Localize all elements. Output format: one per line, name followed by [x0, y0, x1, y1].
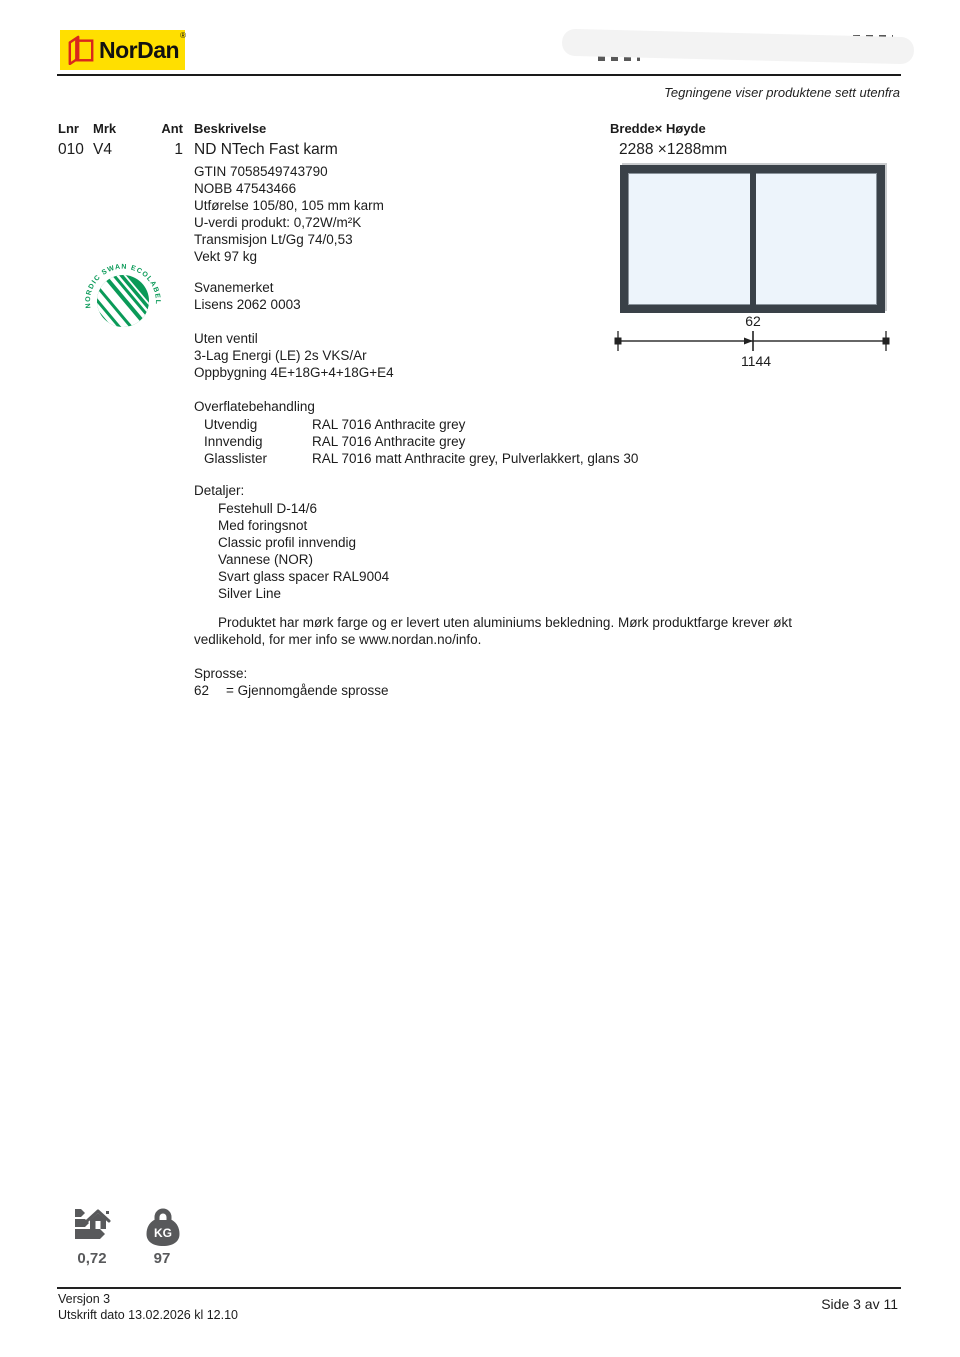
row-lnr: 010 — [58, 141, 84, 158]
ecolabel-license: Lisens 2062 0003 — [194, 297, 301, 312]
list-item: Silver Line — [218, 586, 282, 601]
glazing-buildup: Oppbygning 4E+18G+4+18G+E4 — [194, 365, 394, 380]
surface-value: RAL 7016 Anthracite grey — [312, 417, 466, 432]
surface-label: Utvendig — [204, 417, 258, 432]
surface-label: Glasslister — [204, 451, 268, 466]
surface-row — [204, 433, 638, 450]
glazing-energy: 3-Lag Energi (LE) 2s VKS/Ar — [194, 348, 367, 363]
detail-utforelse: Utførelse 105/80, 105 mm karm — [194, 198, 384, 213]
footer-page-number: Side 3 av 11 — [821, 1296, 898, 1312]
uvalue-badge: 0,72 — [77, 1250, 107, 1267]
list-item: Classic profil innvendig — [218, 535, 357, 550]
dimension-annotation — [608, 313, 900, 373]
dimension-half-width: 1144 — [740, 353, 772, 369]
window-icon — [67, 35, 95, 65]
ecolabel-text — [194, 279, 301, 313]
weight-badge: 97 — [153, 1250, 171, 1267]
surface-row — [204, 416, 638, 433]
nordic-swan-ecolabel-icon — [84, 256, 162, 334]
dark-color-note: Produktet har mørk farge og er levert uten aluminiums bekledning. Mørk produktfarge krever økt vedlikehold, for mer info se www.nordan.no/info. — [194, 615, 792, 647]
detail-uverdi: U-verdi produkt: 0,72W/m²K — [194, 215, 362, 230]
ecolabel-arc-text: NORDIC SWAN ECOLABEL — [84, 263, 162, 309]
window-mullion — [750, 173, 756, 305]
logo-text: NorDan® — [99, 30, 186, 63]
footer-version: Versjon 3 — [58, 1292, 111, 1306]
detail-vekt: Vekt 97 kg — [194, 249, 258, 264]
surface-table — [204, 416, 638, 467]
sprosse-description: = Gjennomgående sprosse — [226, 683, 389, 698]
list-item: Svart glass spacer RAL9004 — [218, 569, 390, 584]
row-mrk: V4 — [93, 141, 112, 158]
dimension-sprosse-width: 62 — [745, 313, 761, 329]
drawing-note: Tegningene viser produktene sett utenfra — [664, 85, 900, 100]
product-details — [194, 163, 384, 265]
surface-value: RAL 7016 Anthracite grey — [312, 434, 466, 449]
detail-nobb: NOBB 47543466 — [194, 181, 297, 196]
surface-label: Innvendig — [204, 434, 263, 449]
surface-value: RAL 7016 matt Anthracite grey, Pulverlakkert, glans 30 — [312, 451, 639, 466]
row-ant: 1 — [174, 141, 183, 158]
energy-house-icon — [72, 1206, 114, 1248]
product-dimensions: 2288 ×1288mm — [619, 141, 728, 158]
detail-gtin: GTIN 7058549743790 — [194, 164, 328, 179]
col-header-mrk: Mrk — [93, 121, 117, 136]
window-drawing — [620, 165, 885, 313]
col-header-beskrivelse: Beskrivelse — [194, 121, 267, 136]
details-list — [218, 500, 389, 602]
ecolabel-name: Svanemerket — [194, 280, 274, 295]
sprosse-code: 62 — [194, 683, 210, 698]
surface-row — [204, 450, 638, 467]
surface-section-title: Overflatebehandling — [194, 399, 315, 414]
details-section-title: Detaljer: — [194, 483, 245, 498]
list-item: Festehull D-14/6 — [218, 501, 318, 516]
glazing-ventil: Uten ventil — [194, 331, 258, 346]
weight-kg-icon — [144, 1206, 182, 1248]
col-header-ant: Ant — [161, 121, 183, 136]
glazing-info — [194, 330, 394, 381]
col-header-dims: Bredde× Høyde — [610, 121, 706, 136]
footer-divider — [57, 1287, 901, 1289]
col-header-lnr: Lnr — [58, 121, 79, 136]
footer-print-date: Utskrift dato 13.02.2026 kl 12.10 — [58, 1308, 238, 1322]
list-item: Vannese (NOR) — [218, 552, 314, 567]
product-title: ND NTech Fast karm — [194, 141, 338, 158]
nordan-logo — [60, 30, 185, 70]
header-divider — [57, 74, 901, 76]
detail-transmisjon: Transmisjon Lt/Gg 74/0,53 — [194, 232, 353, 247]
list-item: Med foringsnot — [218, 518, 308, 533]
kg-label: KG — [154, 1226, 172, 1240]
sprosse-section-title: Sprosse: — [194, 666, 248, 681]
registered-mark: ® — [180, 30, 186, 40]
